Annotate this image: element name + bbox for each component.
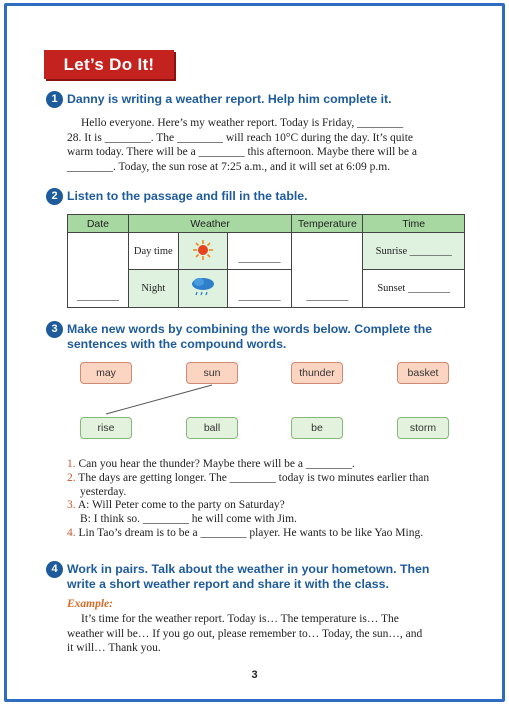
sentence-number: 4. [67, 526, 76, 539]
question-number-badge: 2 [46, 188, 63, 205]
word-card-basket[interactable]: basket [397, 362, 449, 384]
question-3-title-line2: sentences with the compound words. [67, 337, 287, 351]
sentence-number: 3. [67, 499, 76, 512]
word-card-storm[interactable]: storm [397, 417, 449, 439]
table-header-date: Date [68, 215, 129, 233]
example-passage [67, 612, 477, 656]
sentence-row [67, 458, 429, 472]
question-4-title-line1: Work in pairs. Talk about the weather in your hometown. Then [67, 562, 430, 576]
example-label: Example: [67, 598, 113, 610]
table-header-weather: Weather [128, 215, 292, 233]
temperature-blank[interactable]: ________ [292, 233, 363, 308]
question-1-title: Danny is writing a weather report. Help him complete it. [67, 92, 392, 106]
night-weather-blank[interactable]: ________ [227, 270, 292, 308]
sentence-text: The days are getting longer. The ________ today is two minutes earlier than [78, 471, 430, 484]
question-number-badge: 4 [46, 561, 63, 578]
word-card-thunder[interactable]: thunder [291, 362, 343, 384]
question-4-title-line2: write a short weather report and share it with the class. [67, 577, 389, 591]
fill-in-sentences [67, 458, 429, 541]
sentence-row [67, 527, 429, 541]
daytime-label: Day time [128, 233, 178, 270]
example-line: it will… Thank you. [67, 642, 161, 654]
night-label: Night [128, 270, 178, 308]
daytime-weather-blank[interactable]: ________ [227, 233, 292, 270]
question-number-badge: 1 [46, 91, 63, 108]
page-number: 3 [251, 669, 258, 681]
question-3-title-line1: Make new words by combining the words below. Complete the [67, 322, 433, 336]
example-line: It’s time for the weather report. Today is… The temperature is… The [81, 613, 399, 625]
word-card-be[interactable]: be [291, 417, 343, 439]
sentence-text: yesterday. [80, 485, 127, 498]
passage-line: ________. Today, the sun rose at 7:25 a.m., and it will set at 6:09 p.m. [67, 160, 391, 173]
word-card-ball[interactable]: ball [186, 417, 238, 439]
example-line: weather will be… If you go out, please remember to… Today, the sun…, and [67, 627, 423, 640]
sentence-row [67, 486, 429, 500]
table-header-time: Time [363, 215, 465, 233]
date-blank[interactable]: ________ [68, 233, 129, 308]
sentence-number: 1. [67, 458, 76, 470]
sentence-text: A: Will Peter come to the party on Saturday? [77, 499, 285, 512]
passage-line: 28. It is ________. The ________ will reach 10°C during the day. It’s quite [67, 131, 414, 144]
sunrise-cell[interactable]: Sunrise ________ [363, 233, 465, 270]
sentence-row [67, 499, 429, 513]
sentence-row [67, 472, 429, 486]
sentence-text: B: I think so. ________ he will come with Jim. [80, 513, 297, 526]
question-2-title: Listen to the passage and fill in the table. [67, 189, 308, 203]
word-card-sun[interactable]: sun [186, 362, 238, 384]
sentence-text: Lin Tao’s dream is to be a ________ player. He wants to be like Yao Ming. [78, 526, 424, 539]
question-number-badge: 3 [46, 321, 63, 338]
passage-line: warm today. There will be a ________ this afternoon. Maybe there will be a [67, 146, 418, 158]
section-banner: Let’s Do It! [44, 50, 174, 79]
sunset-cell[interactable]: Sunset ________ [363, 270, 465, 308]
sentence-row [67, 513, 429, 527]
word-card-may[interactable]: may [80, 362, 132, 384]
sentence-text: Can you hear the thunder? Maybe there will be a ________. [78, 458, 355, 470]
sentence-number: 2. [67, 471, 76, 484]
passage-line: Hello everyone. Here’s my weather report. Today is Friday, ________ [81, 117, 404, 129]
word-card-rise[interactable]: rise [80, 417, 132, 439]
table-header-temperature: Temperature [292, 215, 363, 233]
